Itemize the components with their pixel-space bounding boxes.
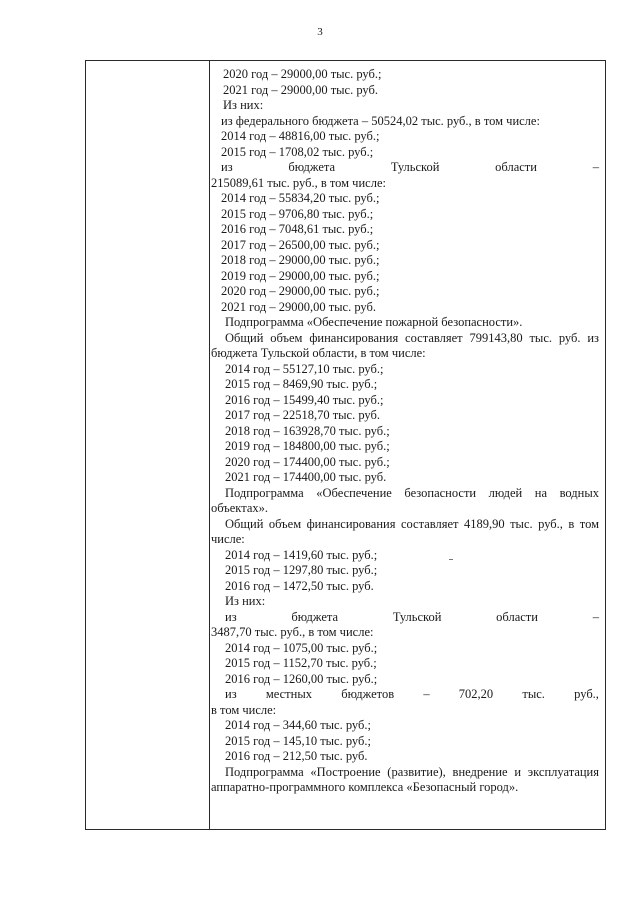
justified-line [211,687,599,703]
text-line: из федерального бюджета – 50524,02 тыс. руб., в том числе: [221,113,540,128]
paragraph: Общий объем финансирования составляет 799143,80 тыс. руб. из бюджета Тульской области, в том числе: [211,330,599,360]
text-line: 2016 год – 212,50 тыс. руб. [225,749,368,763]
word: – [592,160,599,174]
word: местных [265,687,312,701]
text-line: 2020 год – 174400,00 тыс. руб.; [225,454,390,469]
subprogram-title: Подпрограмма «Построение (развитие), внедрение и эксплуатация аппаратно-программного комплекса «Безопасный город». [211,764,599,794]
column-divider [209,61,210,829]
subprogram-title: Подпрограмма «Обеспечение пожарной безопасности». [225,315,523,329]
text-line: 2015 год – 1297,80 тыс. руб.; [225,563,378,577]
text-line: 2021 год – 174400,00 тыс. руб. [225,470,387,484]
justified-line [211,160,599,176]
text-line: 2021 год – 29000,00 тыс. руб. [223,82,379,97]
paragraph: Общий объем финансирования составляет 4189,90 тыс. руб., в том числе: [211,516,599,546]
text-line: Из них: [223,98,264,112]
text-line: 2021 год – 29000,00 тыс. руб. [221,299,377,314]
word: Тульской [392,609,442,624]
text-line: 2020 год – 29000,00 тыс. руб.; [221,284,380,298]
text-line: 2017 год – 22518,70 тыс. руб. [225,408,381,422]
word: из [225,609,237,624]
text-line: 2015 год – 1708,02 тыс. руб.; [221,144,374,159]
text-line: 2015 год – 1152,70 тыс. руб.; [225,656,377,670]
word: из [221,160,233,174]
word: Тульской [390,160,440,174]
text-line: 2019 год – 29000,00 тыс. руб.; [221,268,380,283]
text-line: 2017 год – 26500,00 тыс. руб.; [221,237,380,252]
text-line: 2018 год – 163928,70 тыс. руб.; [225,423,390,438]
text-line: 2015 год – 145,10 тыс. руб.; [225,733,371,748]
word: области [496,609,538,624]
text-line: 2014 год – 55834,20 тыс. руб.; [221,191,380,205]
text-line: 2014 год – 1419,60 тыс. руб.; [225,547,378,562]
word: из [225,687,237,701]
text-line: 2020 год – 29000,00 тыс. руб.; [223,67,382,81]
text-line: 2014 год – 1075,00 тыс. руб.; [225,640,378,655]
word: руб., [574,687,599,701]
text-line: 215089,61 тыс. руб., в том числе: [211,175,386,190]
word: – [423,687,430,701]
text-line: 3487,70 тыс. руб., в том числе: [211,625,374,639]
text-line: 2014 год – 344,60 тыс. руб.; [225,718,371,732]
text-line: 2016 год – 1260,00 тыс. руб.; [225,671,378,686]
page-number: 3 [317,26,323,38]
text-line: 2016 год – 1472,50 тыс. руб. [225,578,374,593]
text-line: 2019 год – 184800,00 тыс. руб.; [225,439,390,453]
program-table [85,60,606,830]
text-line: 2018 год – 29000,00 тыс. руб.; [221,253,380,267]
word: области [495,160,537,174]
word: тыс. [522,687,545,701]
text-line: Из них: [225,594,266,608]
word: 702,20 [458,687,494,701]
text-line: 2015 год – 9706,80 тыс. руб.; [221,206,374,221]
text-line: 2015 год – 8469,90 тыс. руб.; [225,377,378,391]
text-line: в том числе: [211,702,277,717]
text-line: 2014 год – 48816,00 тыс. руб.; [221,129,380,143]
text-line: 2016 год – 15499,40 тыс. руб.; [225,392,384,407]
funding-text-cell [211,67,599,796]
text-line: 2016 год – 7048,61 тыс. руб.; [221,222,374,236]
word: бюджетов [341,687,395,701]
word: бюджета [291,609,339,624]
justified-line [211,610,599,626]
subprogram-title: Подпрограмма «Обеспечение безопасности людей на водных объектах». [211,485,599,515]
word: бюджета [288,160,336,174]
text-line: 2014 год – 55127,10 тыс. руб.; [225,361,384,376]
word: – [592,609,599,624]
